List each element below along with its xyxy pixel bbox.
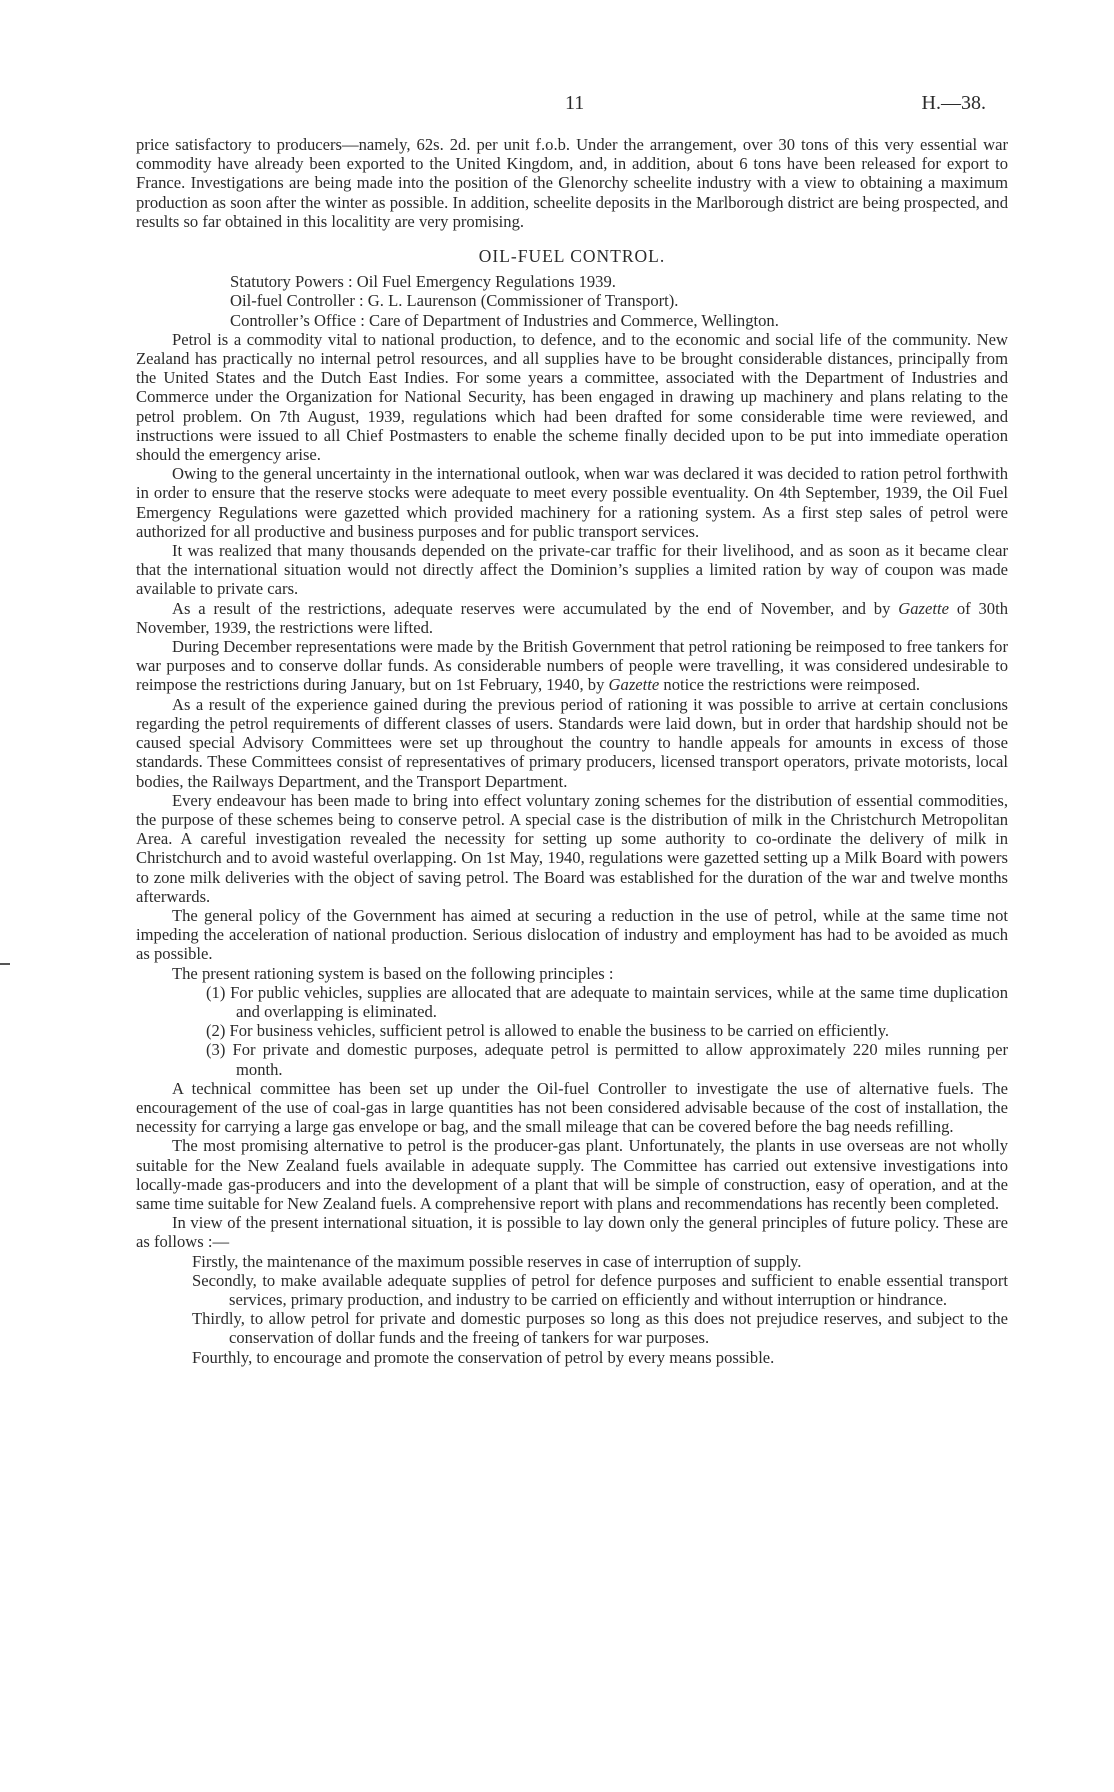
margin-mark <box>0 963 10 971</box>
page-header <box>0 92 1114 116</box>
paragraph-4 <box>136 599 1008 637</box>
paragraph-6: As a result of the experience gained during the previous period of rationing it was possible to arrive at certain conclusions regarding the petrol requirements of different classes of users. Standards were laid down, but in order that hardship should not be caused special Advisory Committees were set up throughout the country to handle appeals for amounts in excess of those standards. These Committees consist of representatives of primary producers, licensed transport operators, private motorists, local bodies, the Railways Department, and the Transport Department. <box>136 694 1008 791</box>
paragraph-5 <box>136 637 1008 695</box>
paragraph-5-part-b: notice the restrictions were reimposed. <box>663 675 921 695</box>
paragraph-4-part-b: of 30th November, 1939, the restrictions were lifted. <box>136 598 1008 637</box>
policy-item: Fourthly, to encourage and promote the conservation of petrol by every means possible. <box>192 1347 775 1367</box>
policy-item: Firstly, the maintenance of the maximum possible reserves in case of interruption of supply. <box>192 1251 802 1271</box>
list-item: (3) For private and domestic purposes, adequate petrol is permitted to allow approximately 220 miles running per month. <box>206 1040 1008 1079</box>
paragraph-1: Petrol is a commodity vital to national production, to defence, and to the economic and social life of the community. New Zealand has practically no internal petrol resources, and all supplies have to be brought considerable distances, principally from the United States and the Dutch East Indies. For some years a committee, associated with the Department of Industries and Commerce under the Organization for National Security, has been engaged in drawing up machinery and plans relating to the petrol problem. On 7th August, 1939, regulations which had been drafted for some considerable time were reviewed, and instructions were issued to all Chief Postmasters to enable the scheme finally decided upon to be put into immediate operation should the emergency arise. <box>136 329 1008 465</box>
paragraph-4-part-a: As a result of the restrictions, adequate reserves were accumulated by the end of November, and by <box>172 598 891 618</box>
document-reference: H.—38. <box>921 92 986 114</box>
office-line: Controller’s Office : Care of Department of Industries and Commerce, Wellington. <box>230 310 779 330</box>
paragraph-3: It was realized that many thousands depended on the private-car traffic for their livelihood, and as soon as it became clear that the international situation would not directly affect the Dominion’s supplies a limited ration by way of coupon was made available to private cars. <box>136 541 1008 599</box>
page-number: 11 <box>565 92 585 114</box>
paragraph-11: The most promising alternative to petrol is the producer-gas plant. Unfortunately, the plants in use overseas are not wholly suitable for the New Zealand fuels available in adequate supply. The Committee has carried out extensive investigations into locally-made gas-producers and into the development of a plant that will be simple of construction, easy of operation, and at the same time suitable for New Zealand fuels. A comprehensive report with plans and recommendations has recently been completed. <box>136 1136 1008 1213</box>
policy-item: Secondly, to make available adequate supplies of petrol for defence purposes and sufficient to enable essential transport services, primary production, and industry to be carried on efficiently and without interruption or hindrance. <box>192 1270 1008 1309</box>
list-item: (1) For public vehicles, supplies are allocated that are adequate to maintain services, while at the same time duplication and overlapping is eliminated. <box>206 982 1008 1021</box>
section-heading: OIL-FUEL CONTROL. <box>478 246 666 267</box>
intro-paragraph: price satisfactory to producers—namely, 62s. 2d. per unit f.o.b. Under the arrangement, over 30 tons of this very essential war commodity have already been exported to the United Kingdom, and, in addition, about 6 tons have been released for export to France. Investigations are being made into the position of the Glenorchy scheelite industry with a view to obtaining a maximum production as soon after the winter as possible. In addition, scheelite deposits in the Marlborough district are being prospected, and results so far obtained in this localitity are very promising. <box>136 135 1008 231</box>
paragraph-9: The present rationing system is based on the following principles : <box>172 963 614 983</box>
body-text <box>136 135 1008 1367</box>
paragraph-12: In view of the present international situation, it is possible to lay down only the general principles of future policy. These are as follows :— <box>136 1213 1008 1252</box>
list-item: (2) For business vehicles, sufficient petrol is allowed to enable the business to be carried on efficiently. <box>206 1021 890 1041</box>
paragraph-2: Owing to the general uncertainty in the international outlook, when war was declared it was decided to ration petrol forthwith in order to ensure that the reserve stocks were adequate to meet every possible eventuality. On 4th September, 1939, the Oil Fuel Emergency Regulations were gazetted which provided machinery for a rationing system. As a first step sales of petrol were authorized for all productive and business purposes and for public transport services. <box>136 464 1008 541</box>
paragraph-5-part-a: During December representations were made by the British Government that petrol rationing be reimposed to free tankers for war purposes and to conserve dollar funds. As considerable numbers of people were travelling, it was considered undesirable to reimpose the restrictions during January, but on 1st February, 1940, by <box>136 637 1008 695</box>
paragraph-8: The general policy of the Government has aimed at securing a reduction in the use of petrol, while at the same time not impeding the acceleration of national production. Serious dislocation of industry and employment has had to be avoided as much as possible. <box>136 905 1008 964</box>
paragraph-10: A technical committee has been set up under the Oil-fuel Controller to investigate the use of alternative fuels. The encouragement of the use of coal-gas in large quantities has not been considered advisable because of the cost of installation, the necessity for carrying a large gas envelope or bag, and the small mileage that can be covered before the bag needs refilling. <box>136 1078 1008 1137</box>
paragraph-7: Every endeavour has been made to bring into effect voluntary zoning schemes for the distribution of essential commodities, the purpose of these schemes being to conserve petrol. A special case is the distribution of milk in the Christchurch Metropolitan Area. A careful investigation revealed the necessity for setting up some authority to co-ordinate the delivery of milk in Christchurch and to avoid wasteful overlapping. On 1st May, 1940, regulations were gazetted setting up a Milk Board with powers to zone milk deliveries with the object of saving petrol. The Board was established for the duration of the war and twelve months afterwards. <box>136 790 1008 906</box>
controller-line: Oil-fuel Controller : G. L. Laurenson (Commissioner of Transport). <box>230 291 679 311</box>
gazette-italic: Gazette <box>898 598 949 618</box>
statutory-powers: Statutory Powers : Oil Fuel Emergency Regulations 1939. <box>230 272 616 292</box>
policy-item: Thirdly, to allow petrol for private and domestic purposes so long as this does not prejudice reserves, and subject to the conservation of dollar funds and the freeing of tankers for war purposes. <box>192 1309 1008 1348</box>
gazette-italic: Gazette <box>608 675 660 695</box>
